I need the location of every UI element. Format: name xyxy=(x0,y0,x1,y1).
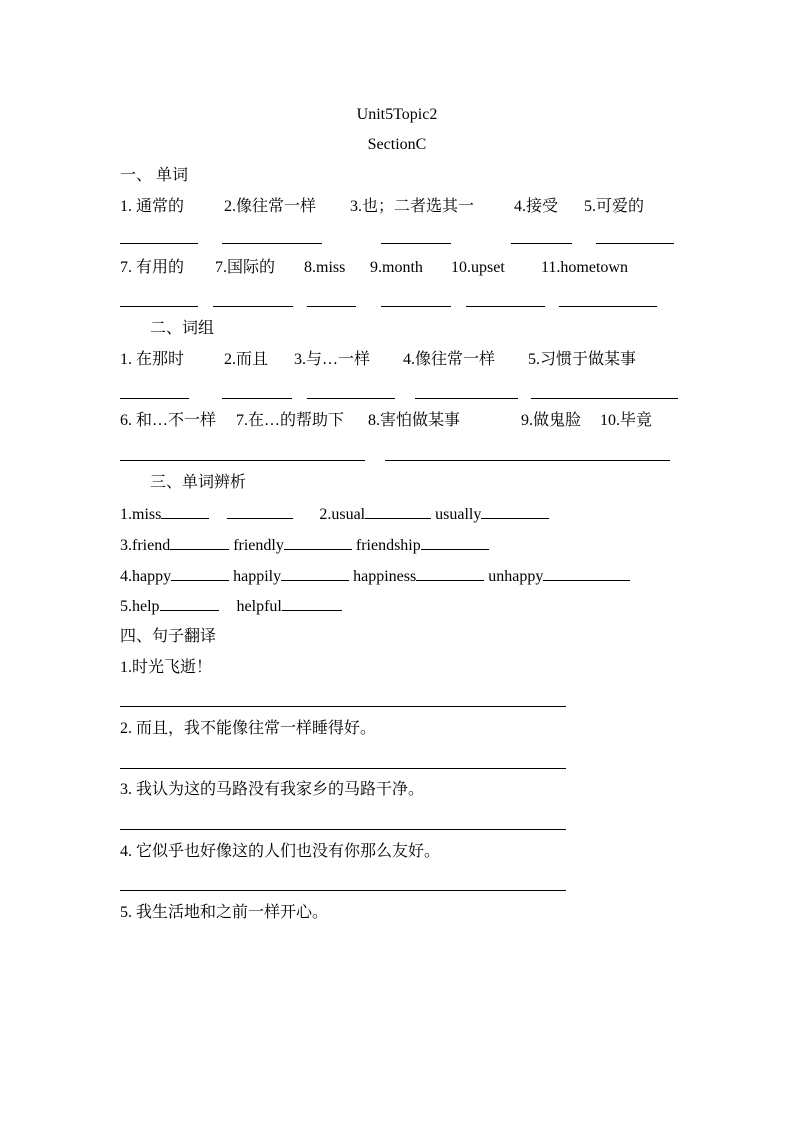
word-label: 1.miss xyxy=(120,506,162,523)
answer-blank[interactable] xyxy=(213,306,293,307)
answer-blank[interactable] xyxy=(281,566,349,581)
answer-blank[interactable] xyxy=(171,566,229,581)
word-label: happily xyxy=(233,568,282,585)
translation-item-1: 1.时光飞逝！ xyxy=(120,659,213,676)
vocab-item-6: 7. 有用的 xyxy=(120,259,185,276)
word-label: 2.usual xyxy=(319,506,366,523)
word-label: happiness xyxy=(353,568,417,585)
answer-line[interactable] xyxy=(120,829,566,830)
word-label: friendly xyxy=(233,537,284,554)
phrase-item-3: 3.与…一样 xyxy=(294,351,371,368)
page-title: Unit5Topic2 xyxy=(356,106,438,123)
answer-blank[interactable] xyxy=(596,243,674,244)
translation-item-4: 4. 它似乎也好像这的人们也没有你那么友好。 xyxy=(120,843,441,860)
answer-blank[interactable] xyxy=(120,306,198,307)
word-label: friendship xyxy=(355,537,421,554)
answer-blank[interactable] xyxy=(307,398,395,399)
answer-line[interactable] xyxy=(120,768,566,769)
answer-blank[interactable] xyxy=(421,535,489,550)
word-form-line-1 xyxy=(120,504,549,525)
vocab-item-10: 10.upset xyxy=(451,259,505,276)
answer-blank[interactable] xyxy=(381,306,451,307)
word-form-line-2 xyxy=(120,535,489,556)
phrase-item-8: 8.害怕做某事 xyxy=(368,412,461,429)
phrase-item-10: 10.毕竟 xyxy=(600,412,653,429)
answer-blank[interactable] xyxy=(227,504,293,519)
vocab-item-4: 4.接受 xyxy=(514,198,559,215)
answer-blank[interactable] xyxy=(381,243,451,244)
answer-blank[interactable] xyxy=(415,398,518,399)
vocab-item-5: 5.可爱的 xyxy=(584,198,645,215)
answer-blank[interactable] xyxy=(481,504,549,519)
phrase-item-7: 7.在…的帮助下 xyxy=(236,412,345,429)
word-label: 5.help xyxy=(120,598,160,615)
answer-blank[interactable] xyxy=(365,504,431,519)
phrase-item-5: 5.习惯于做某事 xyxy=(528,351,637,368)
translation-item-5: 5. 我生活地和之前一样开心。 xyxy=(120,904,329,921)
answer-blank[interactable] xyxy=(120,460,365,461)
vocab-item-7: 7.国际的 xyxy=(215,259,276,276)
section-4-heading: 四、句子翻译 xyxy=(120,628,217,645)
answer-blank[interactable] xyxy=(282,596,342,611)
answer-blank[interactable] xyxy=(120,398,189,399)
vocab-item-1: 1. 通常的 xyxy=(120,198,185,215)
word-form-line-4 xyxy=(120,596,342,617)
answer-blank[interactable] xyxy=(416,566,484,581)
answer-blank[interactable] xyxy=(160,596,219,611)
phrase-item-9: 9.做鬼脸 xyxy=(521,412,582,429)
word-label: unhappy xyxy=(488,568,544,585)
word-form-line-3 xyxy=(120,566,630,587)
word-label: helpful xyxy=(236,598,282,615)
section-2-heading: 二、词组 xyxy=(150,320,215,337)
vocab-item-8: 8.miss xyxy=(304,259,346,276)
phrase-item-2: 2.而且 xyxy=(224,351,269,368)
answer-blank[interactable] xyxy=(543,566,630,581)
answer-blank[interactable] xyxy=(511,243,572,244)
answer-blank[interactable] xyxy=(385,460,670,461)
translation-item-2: 2. 而且，我不能像往常一样睡得好。 xyxy=(120,720,377,737)
vocab-item-2: 2.像往常一样 xyxy=(224,198,317,215)
answer-line[interactable] xyxy=(120,706,566,707)
page-subtitle: SectionC xyxy=(367,136,427,153)
vocab-item-9: 9.month xyxy=(370,259,423,276)
vocab-item-3: 3.也；二者选其一 xyxy=(350,198,475,215)
answer-blank[interactable] xyxy=(120,243,198,244)
answer-line[interactable] xyxy=(120,890,566,891)
word-label: 3.friend xyxy=(120,537,171,554)
answer-blank[interactable] xyxy=(284,535,352,550)
answer-blank[interactable] xyxy=(559,306,657,307)
answer-blank[interactable] xyxy=(307,306,356,307)
answer-blank[interactable] xyxy=(170,535,229,550)
word-label: usually xyxy=(435,506,482,523)
phrase-item-4: 4.像往常一样 xyxy=(403,351,496,368)
answer-blank[interactable] xyxy=(531,398,678,399)
section-1-heading: 一、 单词 xyxy=(120,167,189,184)
vocab-item-11: 11.hometown xyxy=(541,259,628,276)
translation-item-3: 3. 我认为这的马路没有我家乡的马路干净。 xyxy=(120,781,425,798)
word-label: 4.happy xyxy=(120,568,172,585)
answer-blank[interactable] xyxy=(466,306,545,307)
answer-blank[interactable] xyxy=(222,243,322,244)
answer-blank[interactable] xyxy=(161,504,209,519)
answer-blank[interactable] xyxy=(222,398,292,399)
phrase-item-1: 1. 在那时 xyxy=(120,351,185,368)
section-3-heading: 三、单词辨析 xyxy=(150,474,247,491)
phrase-item-6: 6. 和…不一样 xyxy=(120,412,217,429)
